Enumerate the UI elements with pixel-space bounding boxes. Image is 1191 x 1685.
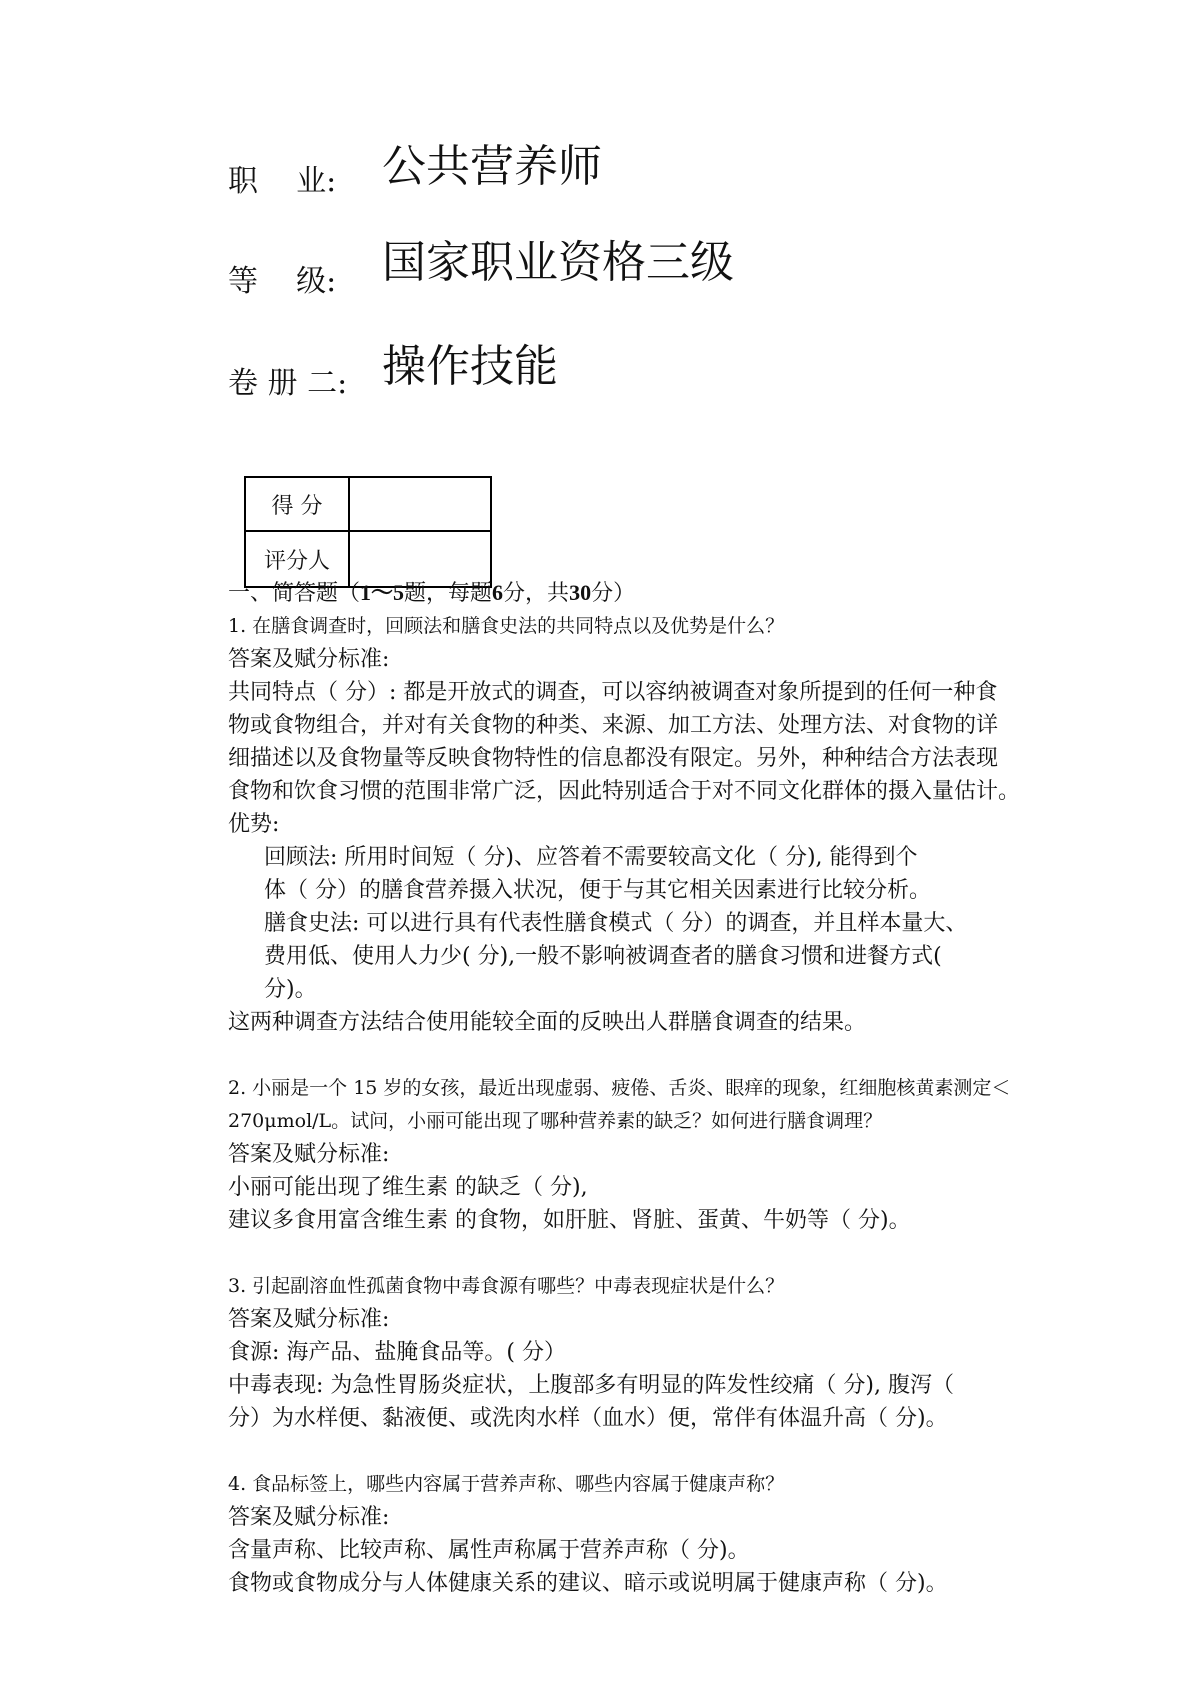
q1-advantage-line: 费用低、使用人力少( 分),一般不影响被调查者的膳食习惯和进餐方式( xyxy=(264,944,942,969)
q3-answer-line: 中毒表现: 为急性胃肠炎症状，上腹部多有明显的阵发性绞痛（ 分), 腹泻（ xyxy=(228,1373,954,1398)
q3-answer-label: 答案及赋分标准: xyxy=(228,1307,390,1332)
occupation-label: 职 业: xyxy=(228,164,337,199)
level-label: 等 级: xyxy=(228,264,337,299)
q1-answer-line: 食物和饮食习惯的范围非常广泛，因此特别适合于对不同文化群体的摄入量估计。 xyxy=(228,779,1021,804)
q1-advantage-line: 膳食史法: 可以进行具有代表性膳食模式（ 分）的调查，并且样本量大、 xyxy=(264,911,968,936)
score-cell[interactable] xyxy=(349,477,491,531)
q2-answer-line: 小丽可能出现了维生素 的缺乏（ 分), xyxy=(228,1175,588,1200)
q1-advantage-line: 体（ 分）的膳食营养摄入状况，便于与其它相关因素进行比较分析。 xyxy=(264,878,931,903)
volume-label: 卷 册 二: xyxy=(228,366,348,401)
q4-question: 4. 食品标签上，哪些内容属于营养声称、哪些内容属于健康声称？ xyxy=(228,1473,785,1495)
exam-content xyxy=(228,576,1088,1600)
q1-advantages-label: 优势: xyxy=(228,812,280,837)
q1-question: 1. 在膳食调查时，回顾法和膳食史法的共同特点以及优势是什么？ xyxy=(228,615,785,637)
grader-label: 评分人 xyxy=(245,531,349,587)
q4-answer-label: 答案及赋分标准: xyxy=(228,1505,390,1530)
volume-value: 操作技能 xyxy=(382,341,558,392)
q2-answer-line: 建议多食用富含维生素 的食物，如肝脏、肾脏、蛋黄、牛奶等（ 分)。 xyxy=(228,1208,911,1233)
occupation-value: 公共营养师 xyxy=(382,141,602,192)
q1-answer-line: 物或食物组合，并对有关食物的种类、来源、加工方法、处理方法、对食物的详 xyxy=(228,713,999,738)
q3-answer-line: 分）为水样便、黏液便、或洗肉水样（血水）便，常伴有体温升高（ 分)。 xyxy=(228,1406,948,1431)
q1-answer-line: 共同特点（ 分）: 都是开放式的调查，可以容纳被调查对象所提到的任何一种食 xyxy=(228,680,998,705)
q1-answer-line: 细描述以及食物量等反映食物特性的信息都没有限定。另外，种种结合方法表现 xyxy=(228,746,999,771)
level-value: 国家职业资格三级 xyxy=(382,237,734,288)
q1-answer-label: 答案及赋分标准: xyxy=(228,647,390,672)
score-label: 得 分 xyxy=(245,477,349,531)
q3-answer-line: 食源: 海产品、盐腌食品等。( 分） xyxy=(228,1340,566,1365)
q4-answer-line: 含量声称、比较声称、属性声称属于营养声称（ 分)。 xyxy=(228,1538,750,1563)
q2-answer-label: 答案及赋分标准: xyxy=(228,1142,390,1167)
q1-advantage-line: 分)。 xyxy=(264,977,317,1002)
q3-question: 3. 引起副溶血性孤菌食物中毒食源有哪些？中毒表现症状是什么？ xyxy=(228,1275,785,1297)
q2-question: 2. 小丽是一个 15 岁的女孩，最近出现虚弱、疲倦、舌炎、眼痒的现象，红细胞核黄素测定＜ xyxy=(228,1077,1011,1099)
score-table xyxy=(244,476,492,588)
q4-answer-line: 食物或食物成分与人体健康关系的建议、暗示或说明属于健康声称（ 分)。 xyxy=(228,1571,948,1596)
q1-conclusion: 这两种调查方法结合使用能较全面的反映出人群膳食调查的结果。 xyxy=(228,1010,867,1035)
q1-advantage-line: 回顾法: 所用时间短（ 分)、应答着不需要较高文化（ 分), 能得到个 xyxy=(264,845,918,870)
section-heading: 一、简答题（1～5题，每题6分，共30分） xyxy=(228,580,636,606)
q2-question-cont: 270μmol/L。试问，小丽可能出现了哪种营养素的缺乏？如何进行膳食调理？ xyxy=(228,1110,883,1132)
